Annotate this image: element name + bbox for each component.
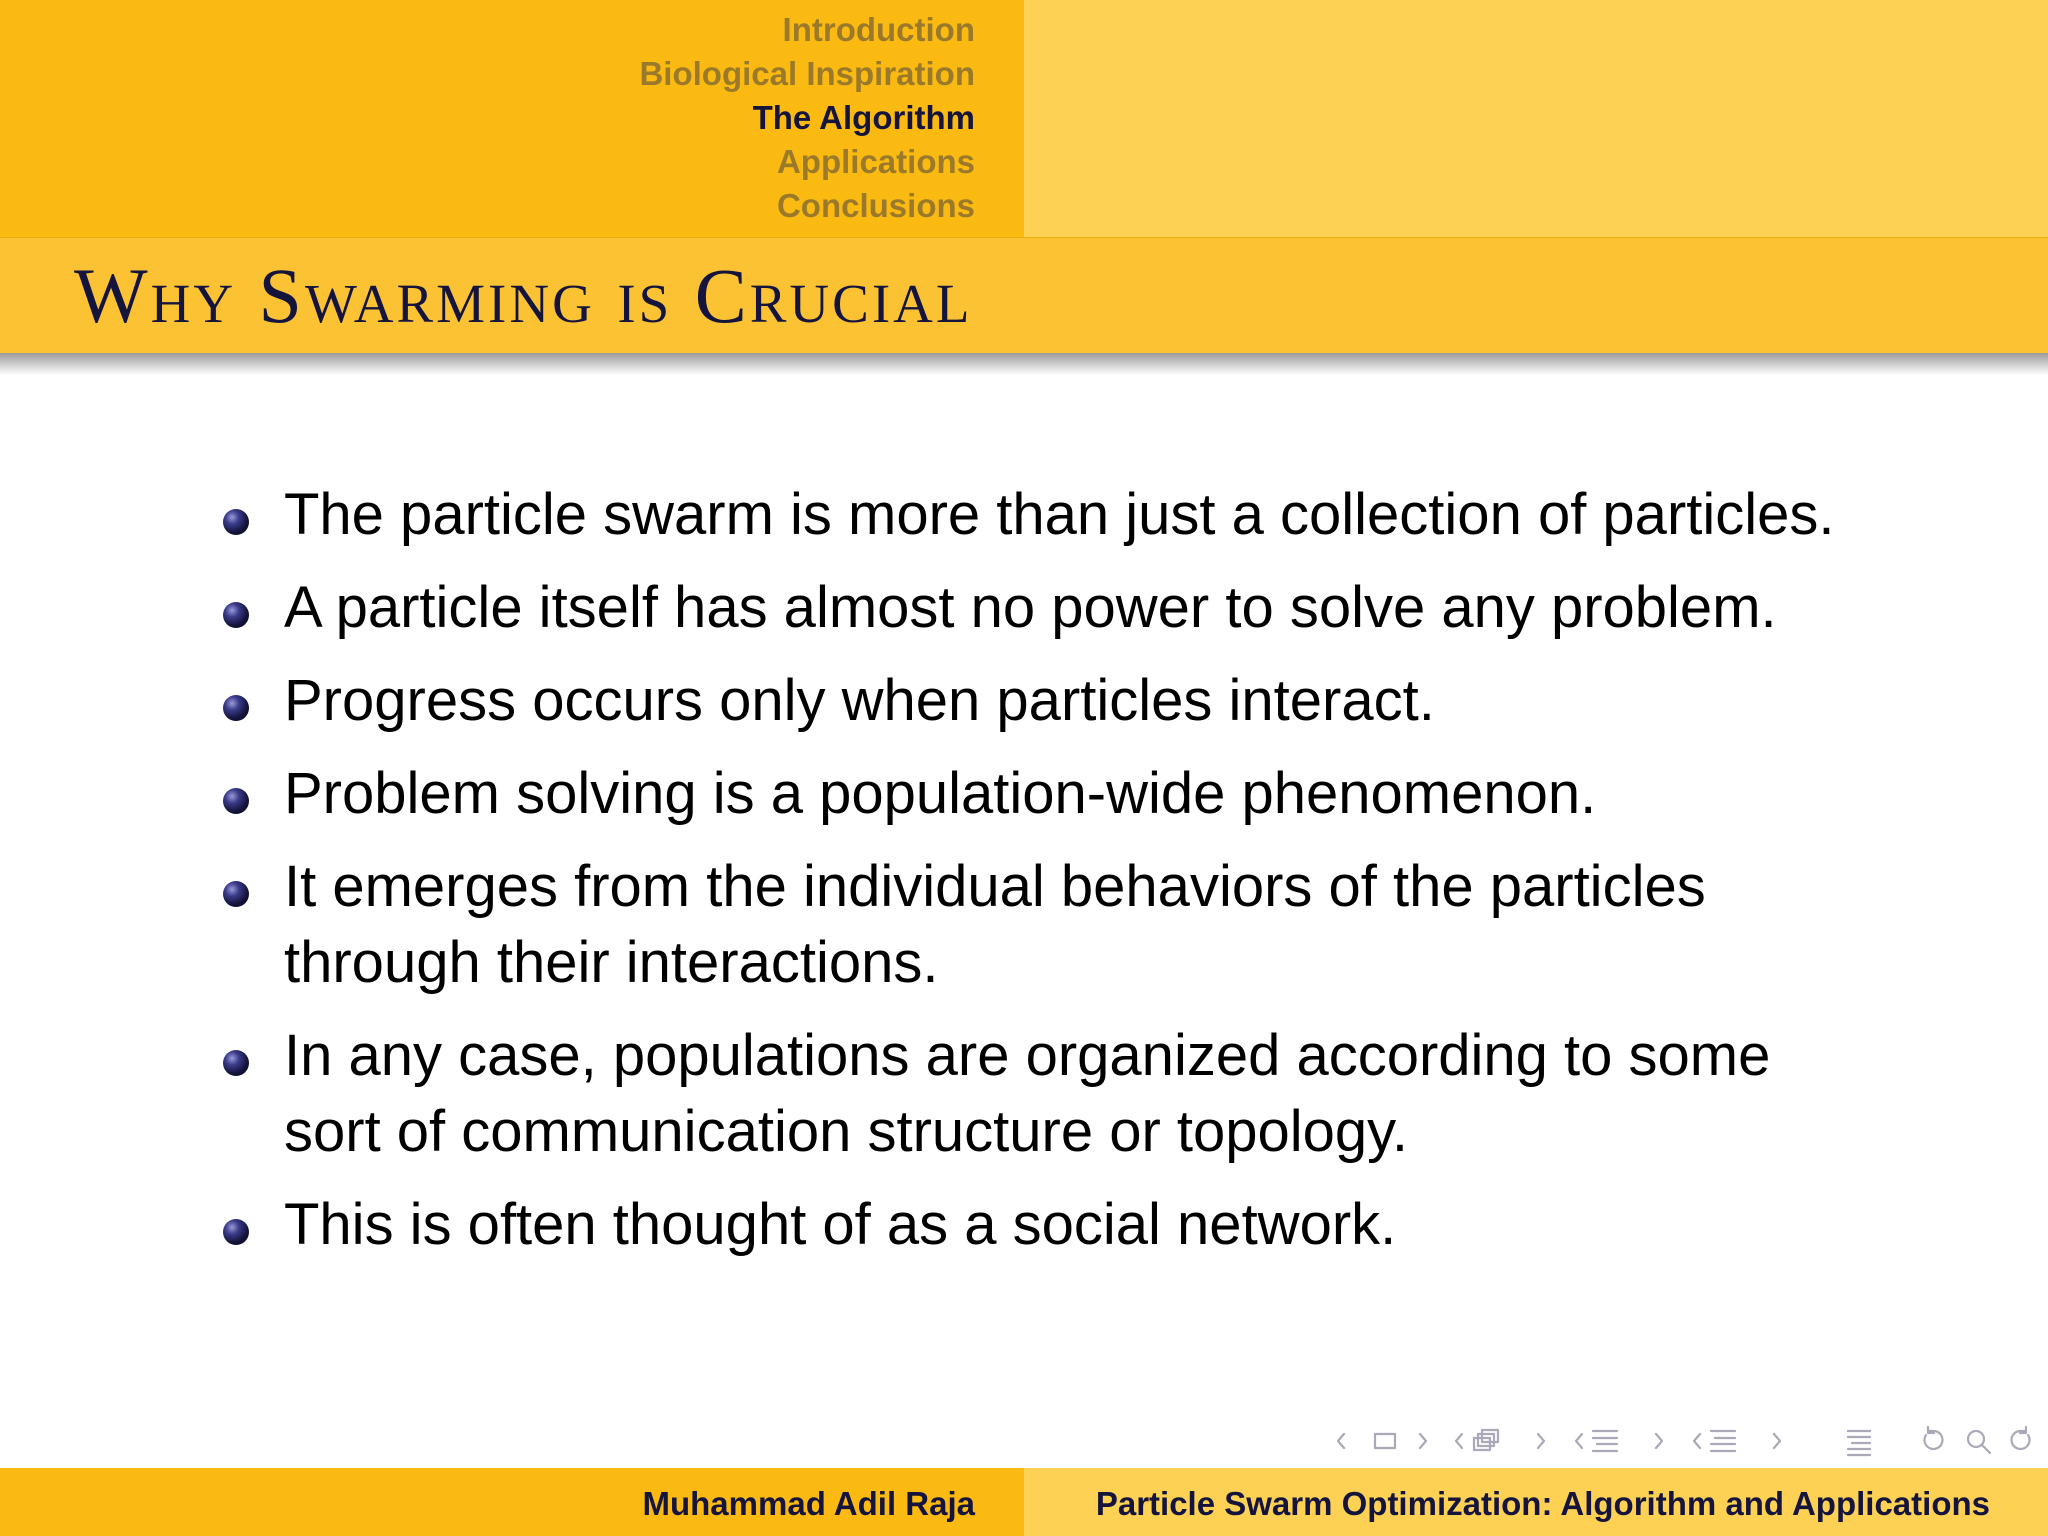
bullet-text: In any case, populations are organized according to some sort of communication structure or topology. bbox=[284, 1023, 1771, 1164]
bullet-text: Problem solving is a population-wide phenomenon. bbox=[284, 761, 1597, 826]
section-navigation bbox=[639, 8, 975, 228]
nav-section-conclusions[interactable]: Conclusions bbox=[776, 187, 975, 224]
bullet-list bbox=[218, 477, 1878, 1280]
title-bar-shadow bbox=[0, 353, 2048, 375]
section-nav-icon[interactable] bbox=[1694, 1431, 1780, 1451]
frame-nav-icon[interactable] bbox=[1456, 1430, 1544, 1450]
bullet-item bbox=[218, 849, 1878, 1001]
bullet-ball-icon bbox=[223, 881, 249, 907]
footer bbox=[0, 1468, 2048, 1536]
bullet-ball-icon bbox=[223, 1219, 249, 1245]
document-nav-icon[interactable] bbox=[1848, 1431, 1870, 1455]
nav-section-introduction[interactable]: Introduction bbox=[782, 11, 975, 48]
bullet-text: A particle itself has almost no power to solve any problem. bbox=[284, 575, 1777, 640]
bullet-ball-icon bbox=[223, 788, 249, 814]
bullet-item bbox=[218, 477, 1878, 553]
frame-title: Why Swarming is Crucial bbox=[74, 252, 973, 339]
bullet-ball-icon bbox=[223, 509, 249, 535]
bullet-ball-icon bbox=[223, 695, 249, 721]
nav-section-the-algorithm[interactable]: The Algorithm bbox=[752, 99, 975, 136]
header bbox=[0, 0, 2048, 237]
header-right-panel bbox=[1024, 0, 2048, 237]
subsection-nav-icon[interactable] bbox=[1576, 1431, 1662, 1451]
navigation-symbols bbox=[1330, 1421, 2036, 1461]
slide-nav-icon[interactable] bbox=[1338, 1434, 1426, 1448]
bullet-text: It emerges from the individual behaviors of the particles through their interactions. bbox=[284, 854, 1706, 995]
bullet-item bbox=[218, 1018, 1878, 1170]
bullet-ball-icon bbox=[223, 602, 249, 628]
bullet-item bbox=[218, 663, 1878, 739]
bullet-text: Progress occurs only when particles interact. bbox=[284, 668, 1435, 733]
back-forward-search-icon[interactable] bbox=[1924, 1427, 2029, 1453]
bullet-item bbox=[218, 570, 1878, 646]
footer-presentation-title: Particle Swarm Optimization: Algorithm and Applications bbox=[1095, 1485, 1990, 1522]
nav-section-applications[interactable]: Applications bbox=[776, 143, 975, 180]
nav-section-biological-inspiration[interactable]: Biological Inspiration bbox=[639, 55, 975, 92]
footer-author: Muhammad Adil Raja bbox=[642, 1485, 975, 1522]
bullet-item bbox=[218, 756, 1878, 832]
bullet-item bbox=[218, 1187, 1878, 1263]
bullet-text: This is often thought of as a social network. bbox=[284, 1192, 1397, 1257]
bullet-text: The particle swarm is more than just a collection of particles. bbox=[284, 482, 1835, 547]
bullet-ball-icon bbox=[223, 1050, 249, 1076]
